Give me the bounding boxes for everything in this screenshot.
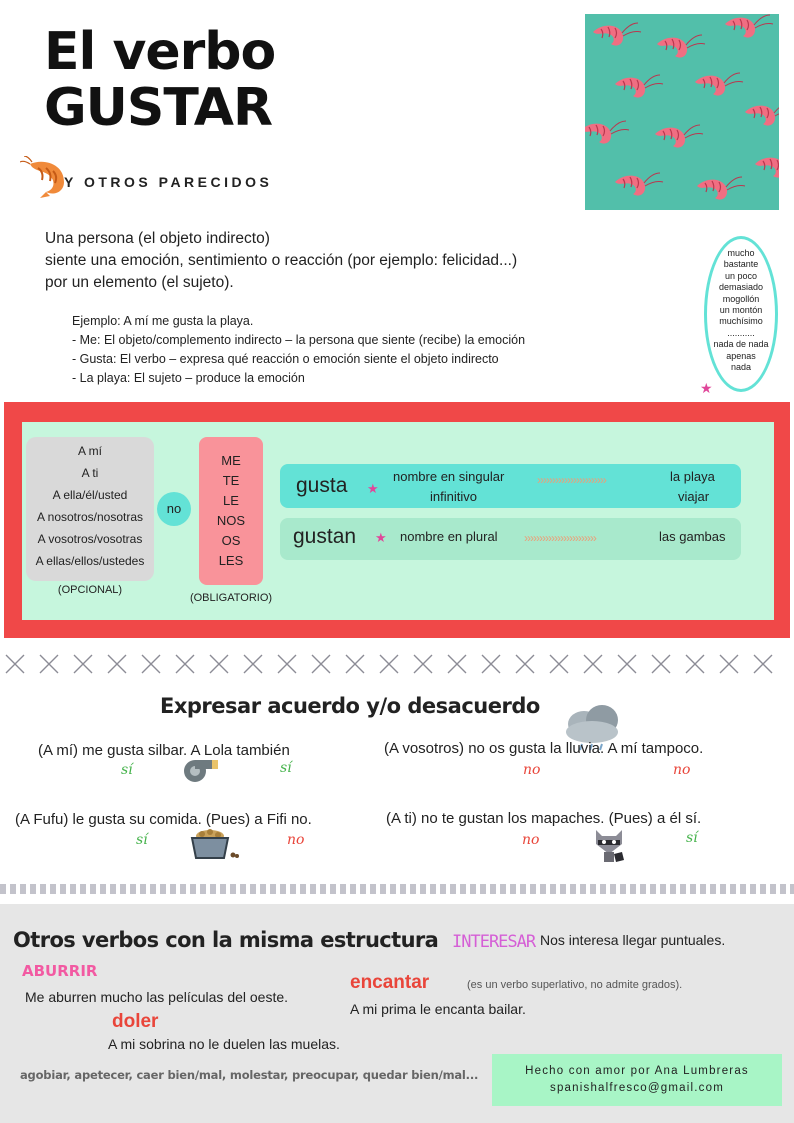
no-circle <box>157 492 191 526</box>
gusta-verb: gusta <box>296 474 348 497</box>
arrow-chevrons: ›››››››››››››››››››››››› <box>524 531 596 545</box>
intensity-item: nada de nada <box>713 339 769 350</box>
arrow-chevrons: ››››››››››››››››››››››› <box>537 473 606 487</box>
answer-yes: sí <box>121 762 133 778</box>
pet-bowl-icon <box>188 828 240 860</box>
credit-box <box>492 1054 782 1106</box>
intro-line: por un elemento (el sujeto). <box>45 274 234 291</box>
pronoun-item: A mí <box>77 444 102 458</box>
subtitle: Y OTROS PARECIDOS <box>64 174 273 190</box>
gusta-example-1: la playa <box>670 469 715 484</box>
no-label: no <box>166 501 182 516</box>
agreement-heading: Expresar acuerdo y/o desacuerdo <box>160 694 540 718</box>
intensity-item: apenas <box>726 350 756 361</box>
verb-encantar: encantar <box>350 972 430 993</box>
intro-line: siente una emoción, sentimiento o reacción (por ejemplo: felicidad...) <box>45 252 518 269</box>
sentence-2: (A vosotros) no os gusta la lluvia. A mí tampoco. <box>384 740 704 757</box>
intensity-item: mogollón <box>722 293 760 304</box>
answer-no: no <box>673 762 691 778</box>
clitic-item: LES <box>218 553 244 568</box>
gusta-example-2: viajar <box>678 489 710 504</box>
intensity-item: demasiado <box>718 282 764 293</box>
verb-interesar: INTERESAR <box>452 932 536 952</box>
intro-text <box>45 228 517 294</box>
gusta-type-1: nombre en singular <box>393 469 505 484</box>
mandatory-label: (OBLIGATORIO) <box>189 592 273 604</box>
clitic-item: NOS <box>216 513 246 528</box>
intro-line: Una persona (el objeto indirecto) <box>45 230 270 247</box>
zigzag-divider <box>0 884 794 894</box>
answer-yes: sí <box>280 760 292 776</box>
star-icon: ★ <box>700 380 713 396</box>
aburrir-example: Me aburren mucho las películas del oeste. <box>25 989 289 1005</box>
gustan-verb: gustan <box>293 525 357 548</box>
intensity-item: un montón <box>719 305 763 316</box>
pronoun-item: A ella/él/usted <box>52 488 128 502</box>
page-title <box>44 22 276 138</box>
intensity-oval <box>704 236 778 392</box>
verb-doler: doler <box>112 1011 159 1032</box>
pronoun-item: A ellas/ellos/ustedes <box>35 554 145 568</box>
star-icon: ★ <box>367 481 379 496</box>
example-block <box>72 312 525 388</box>
answer-yes: sí <box>136 832 148 848</box>
title-line-2: GUSTAR <box>44 78 273 138</box>
interesar-example: Nos interesa llegar puntuales. <box>540 932 726 948</box>
answer-yes: sí <box>686 830 698 846</box>
credit-line: Hecho con amor por Ana Lumbreras <box>525 1065 749 1077</box>
intensity-item: mucho <box>727 248 755 258</box>
intensity-item: bastante <box>723 259 759 270</box>
intensity-item: ........... <box>727 327 755 338</box>
explanation-line: - Me: El objeto/complemento indirecto – la persona que siente (recibe) la emoción <box>72 333 526 347</box>
verb-aburrir: ABURRIR <box>22 962 98 980</box>
intensity-item: muchísimo <box>719 316 763 327</box>
title-line-1: El verbo <box>44 22 276 82</box>
raccoon-icon <box>592 826 626 862</box>
pronoun-item: A vosotros/vosotras <box>37 532 143 546</box>
pronoun-item: A nosotros/nosotras <box>36 510 144 524</box>
encantar-example: A mi prima le encanta bailar. <box>350 1001 526 1017</box>
doler-example: A mi sobrina no le duelen las muelas. <box>108 1036 340 1052</box>
sentence-3: (A Fufu) le gusta su comida. (Pues) a Fifi no. <box>15 811 312 828</box>
encantar-note: (es un verbo superlativo, no admite grados). <box>467 979 683 991</box>
intensity-item: nada <box>730 362 752 373</box>
answer-no: no <box>523 762 541 778</box>
answer-no: no <box>522 832 540 848</box>
answer-no: no <box>287 832 305 848</box>
cross-divider <box>0 652 794 678</box>
clitic-item: OS <box>221 533 241 548</box>
clitic-box <box>199 437 263 585</box>
explanation-line: - La playa: El sujeto – produce la emoción <box>72 371 305 385</box>
sentence-4: (A ti) no te gustan los mapaches. (Pues) a él sí. <box>386 810 702 827</box>
gustan-example: las gambas <box>659 529 726 544</box>
pronoun-item: A ti <box>81 466 99 480</box>
intensity-item: un poco <box>724 270 758 281</box>
sentence-1: (A mí) me gusta silbar. A Lola también <box>38 742 290 759</box>
others-heading: Otros verbos con la misma estructura <box>13 928 439 952</box>
clitic-item: TE <box>222 473 240 488</box>
clitic-item: ME <box>221 453 241 468</box>
pronoun-box <box>26 437 154 581</box>
optional-label: (OPCIONAL) <box>57 584 123 596</box>
other-verbs-list: agobiar, apetecer, caer bien/mal, molestar, preocupar, quedar bien/mal... <box>20 1068 479 1082</box>
shrimp-pattern-image <box>585 14 779 210</box>
gusta-type-2: infinitivo <box>430 489 477 504</box>
example-line: Ejemplo: A mí me gusta la playa. <box>72 314 254 328</box>
star-icon: ★ <box>375 530 387 545</box>
credit-email: spanishalfresco@gmail.com <box>550 1082 724 1094</box>
explanation-line: - Gusta: El verbo – expresa qué reacción o emoción siente el objeto indirecto <box>72 352 499 366</box>
gustan-type: nombre en plural <box>400 529 498 544</box>
whistle-icon <box>182 756 220 784</box>
clitic-item: LE <box>223 493 239 508</box>
